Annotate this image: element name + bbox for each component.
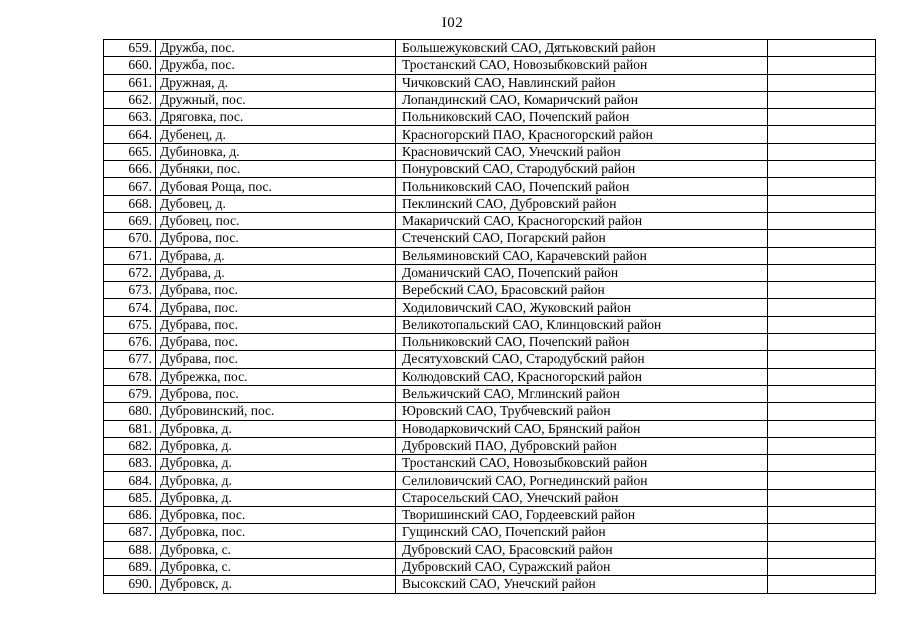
empty-cell <box>768 507 876 524</box>
row-number-cell: 680. <box>104 403 156 420</box>
empty-cell <box>768 524 876 541</box>
table-row <box>104 161 876 178</box>
administration-district-cell: Новодарковичский САО, Брянский район <box>396 420 768 437</box>
settlement-name-cell: Дружный, пос. <box>156 91 396 108</box>
administration-district-cell: Колюдовский САО, Красногорский район <box>396 368 768 385</box>
administration-district-cell: Гущинский САО, Почепский район <box>396 524 768 541</box>
settlements-table-body <box>104 40 876 594</box>
table-row <box>104 126 876 143</box>
settlement-name-cell: Дружба, пос. <box>156 57 396 74</box>
table-row <box>104 489 876 506</box>
settlement-name-cell: Дубрава, пос. <box>156 316 396 333</box>
empty-cell <box>768 576 876 593</box>
table-row <box>104 316 876 333</box>
settlement-name-cell: Дубровка, пос. <box>156 507 396 524</box>
row-number-cell: 675. <box>104 316 156 333</box>
administration-district-cell: Вельяминовский САО, Карачевский район <box>396 247 768 264</box>
row-number-cell: 671. <box>104 247 156 264</box>
empty-cell <box>768 282 876 299</box>
row-number-cell: 678. <box>104 368 156 385</box>
empty-cell <box>768 109 876 126</box>
settlement-name-cell: Дубрава, пос. <box>156 351 396 368</box>
empty-cell <box>768 385 876 402</box>
table-row <box>104 576 876 593</box>
row-number-cell: 688. <box>104 541 156 558</box>
empty-cell <box>768 541 876 558</box>
administration-district-cell: Большежуковский САО, Дятьковский район <box>396 40 768 57</box>
row-number-cell: 669. <box>104 212 156 229</box>
row-number-cell: 661. <box>104 74 156 91</box>
table-row <box>104 472 876 489</box>
table-row <box>104 507 876 524</box>
administration-district-cell: Высокский САО, Унечский район <box>396 576 768 593</box>
row-number-cell: 689. <box>104 558 156 575</box>
settlement-name-cell: Дубняки, пос. <box>156 161 396 178</box>
table-row <box>104 91 876 108</box>
settlement-name-cell: Дубовая Роща, пос. <box>156 178 396 195</box>
empty-cell <box>768 57 876 74</box>
empty-cell <box>768 74 876 91</box>
settlement-name-cell: Дуброва, пос. <box>156 230 396 247</box>
table-row <box>104 368 876 385</box>
empty-cell <box>768 403 876 420</box>
table-row <box>104 299 876 316</box>
empty-cell <box>768 264 876 281</box>
settlement-name-cell: Дуброва, пос. <box>156 385 396 402</box>
empty-cell <box>768 316 876 333</box>
empty-cell <box>768 40 876 57</box>
table-row <box>104 334 876 351</box>
row-number-cell: 667. <box>104 178 156 195</box>
table-row <box>104 437 876 454</box>
administration-district-cell: Селиловичский САО, Рогнединский район <box>396 472 768 489</box>
empty-cell <box>768 91 876 108</box>
settlement-name-cell: Дружная, д. <box>156 74 396 91</box>
empty-cell <box>768 212 876 229</box>
table-row <box>104 351 876 368</box>
settlement-name-cell: Дубиновка, д. <box>156 143 396 160</box>
settlement-name-cell: Дубовец, д. <box>156 195 396 212</box>
administration-district-cell: Творишинский САО, Гордеевский район <box>396 507 768 524</box>
settlement-name-cell: Дубровка, д. <box>156 489 396 506</box>
administration-district-cell: Доманичский САО, Почепский район <box>396 264 768 281</box>
administration-district-cell: Лопандинский САО, Комаричский район <box>396 91 768 108</box>
row-number-cell: 668. <box>104 195 156 212</box>
table-row <box>104 541 876 558</box>
administration-district-cell: Красногорский ПАО, Красногорский район <box>396 126 768 143</box>
administration-district-cell: Дубровский САО, Суражский район <box>396 558 768 575</box>
administration-district-cell: Веребский САО, Брасовский район <box>396 282 768 299</box>
settlement-name-cell: Дубрава, д. <box>156 264 396 281</box>
administration-district-cell: Ходиловичский САО, Жуковский район <box>396 299 768 316</box>
row-number-cell: 686. <box>104 507 156 524</box>
table-row <box>104 40 876 57</box>
table-row <box>104 143 876 160</box>
row-number-cell: 664. <box>104 126 156 143</box>
empty-cell <box>768 472 876 489</box>
administration-district-cell: Пеклинский САО, Дубровский район <box>396 195 768 212</box>
settlement-name-cell: Дубовец, пос. <box>156 212 396 229</box>
administration-district-cell: Красновичский САО, Унечский район <box>396 143 768 160</box>
page-number: I02 <box>441 15 464 31</box>
row-number-cell: 687. <box>104 524 156 541</box>
row-number-cell: 665. <box>104 143 156 160</box>
administration-district-cell: Польниковский САО, Почепский район <box>396 109 768 126</box>
empty-cell <box>768 299 876 316</box>
settlement-name-cell: Дубенец, д. <box>156 126 396 143</box>
table-row <box>104 247 876 264</box>
table-row <box>104 212 876 229</box>
table-row <box>104 524 876 541</box>
table-row <box>104 403 876 420</box>
administration-district-cell: Десятуховский САО, Стародубский район <box>396 351 768 368</box>
settlements-table <box>103 39 876 594</box>
administration-district-cell: Понуровский САО, Стародубский район <box>396 161 768 178</box>
table-row <box>104 109 876 126</box>
row-number-cell: 670. <box>104 230 156 247</box>
settlement-name-cell: Дубровка, д. <box>156 472 396 489</box>
table-row <box>104 385 876 402</box>
administration-district-cell: Польниковский САО, Почепский район <box>396 334 768 351</box>
empty-cell <box>768 455 876 472</box>
settlement-name-cell: Дубрава, пос. <box>156 334 396 351</box>
empty-cell <box>768 351 876 368</box>
empty-cell <box>768 247 876 264</box>
row-number-cell: 677. <box>104 351 156 368</box>
settlement-name-cell: Дубровка, пос. <box>156 524 396 541</box>
table-row <box>104 558 876 575</box>
empty-cell <box>768 195 876 212</box>
administration-district-cell: Старосельский САО, Унечский район <box>396 489 768 506</box>
administration-district-cell: Тростанский САО, Новозыбковский район <box>396 57 768 74</box>
row-number-cell: 666. <box>104 161 156 178</box>
empty-cell <box>768 558 876 575</box>
settlement-name-cell: Дубрава, пос. <box>156 282 396 299</box>
empty-cell <box>768 368 876 385</box>
table-row <box>104 74 876 91</box>
table-row <box>104 195 876 212</box>
row-number-cell: 674. <box>104 299 156 316</box>
row-number-cell: 690. <box>104 576 156 593</box>
settlement-name-cell: Дубровка, с. <box>156 541 396 558</box>
settlement-name-cell: Дубровинский, пос. <box>156 403 396 420</box>
row-number-cell: 659. <box>104 40 156 57</box>
table-row <box>104 230 876 247</box>
administration-district-cell: Великотопальский САО, Клинцовский район <box>396 316 768 333</box>
empty-cell <box>768 143 876 160</box>
settlement-name-cell: Дружба, пос. <box>156 40 396 57</box>
row-number-cell: 676. <box>104 334 156 351</box>
settlement-name-cell: Дубрежка, пос. <box>156 368 396 385</box>
administration-district-cell: Польниковский САО, Почепский район <box>396 178 768 195</box>
row-number-cell: 679. <box>104 385 156 402</box>
administration-district-cell: Стеченский САО, Погарский район <box>396 230 768 247</box>
empty-cell <box>768 437 876 454</box>
settlement-name-cell: Дубровка, с. <box>156 558 396 575</box>
settlement-name-cell: Дубровка, д. <box>156 420 396 437</box>
administration-district-cell: Юровский САО, Трубчевский район <box>396 403 768 420</box>
settlement-name-cell: Дубровск, д. <box>156 576 396 593</box>
empty-cell <box>768 161 876 178</box>
row-number-cell: 660. <box>104 57 156 74</box>
table-row <box>104 264 876 281</box>
administration-district-cell: Чичковский САО, Навлинский район <box>396 74 768 91</box>
row-number-cell: 662. <box>104 91 156 108</box>
settlement-name-cell: Дряговка, пос. <box>156 109 396 126</box>
row-number-cell: 685. <box>104 489 156 506</box>
administration-district-cell: Дубровский САО, Брасовский район <box>396 541 768 558</box>
row-number-cell: 663. <box>104 109 156 126</box>
settlement-name-cell: Дубрава, д. <box>156 247 396 264</box>
empty-cell <box>768 489 876 506</box>
row-number-cell: 672. <box>104 264 156 281</box>
empty-cell <box>768 126 876 143</box>
empty-cell <box>768 334 876 351</box>
administration-district-cell: Макаричский САО, Красногорский район <box>396 212 768 229</box>
table-row <box>104 455 876 472</box>
table-row <box>104 282 876 299</box>
settlement-name-cell: Дубровка, д. <box>156 455 396 472</box>
settlement-name-cell: Дубровка, д. <box>156 437 396 454</box>
settlement-name-cell: Дубрава, пос. <box>156 299 396 316</box>
administration-district-cell: Тростанский САО, Новозыбковский район <box>396 455 768 472</box>
table-row <box>104 420 876 437</box>
row-number-cell: 681. <box>104 420 156 437</box>
administration-district-cell: Вельжичский САО, Мглинский район <box>396 385 768 402</box>
row-number-cell: 684. <box>104 472 156 489</box>
empty-cell <box>768 420 876 437</box>
table-row <box>104 178 876 195</box>
empty-cell <box>768 230 876 247</box>
table-row <box>104 57 876 74</box>
row-number-cell: 683. <box>104 455 156 472</box>
row-number-cell: 682. <box>104 437 156 454</box>
row-number-cell: 673. <box>104 282 156 299</box>
administration-district-cell: Дубровский ПАО, Дубровский район <box>396 437 768 454</box>
empty-cell <box>768 178 876 195</box>
